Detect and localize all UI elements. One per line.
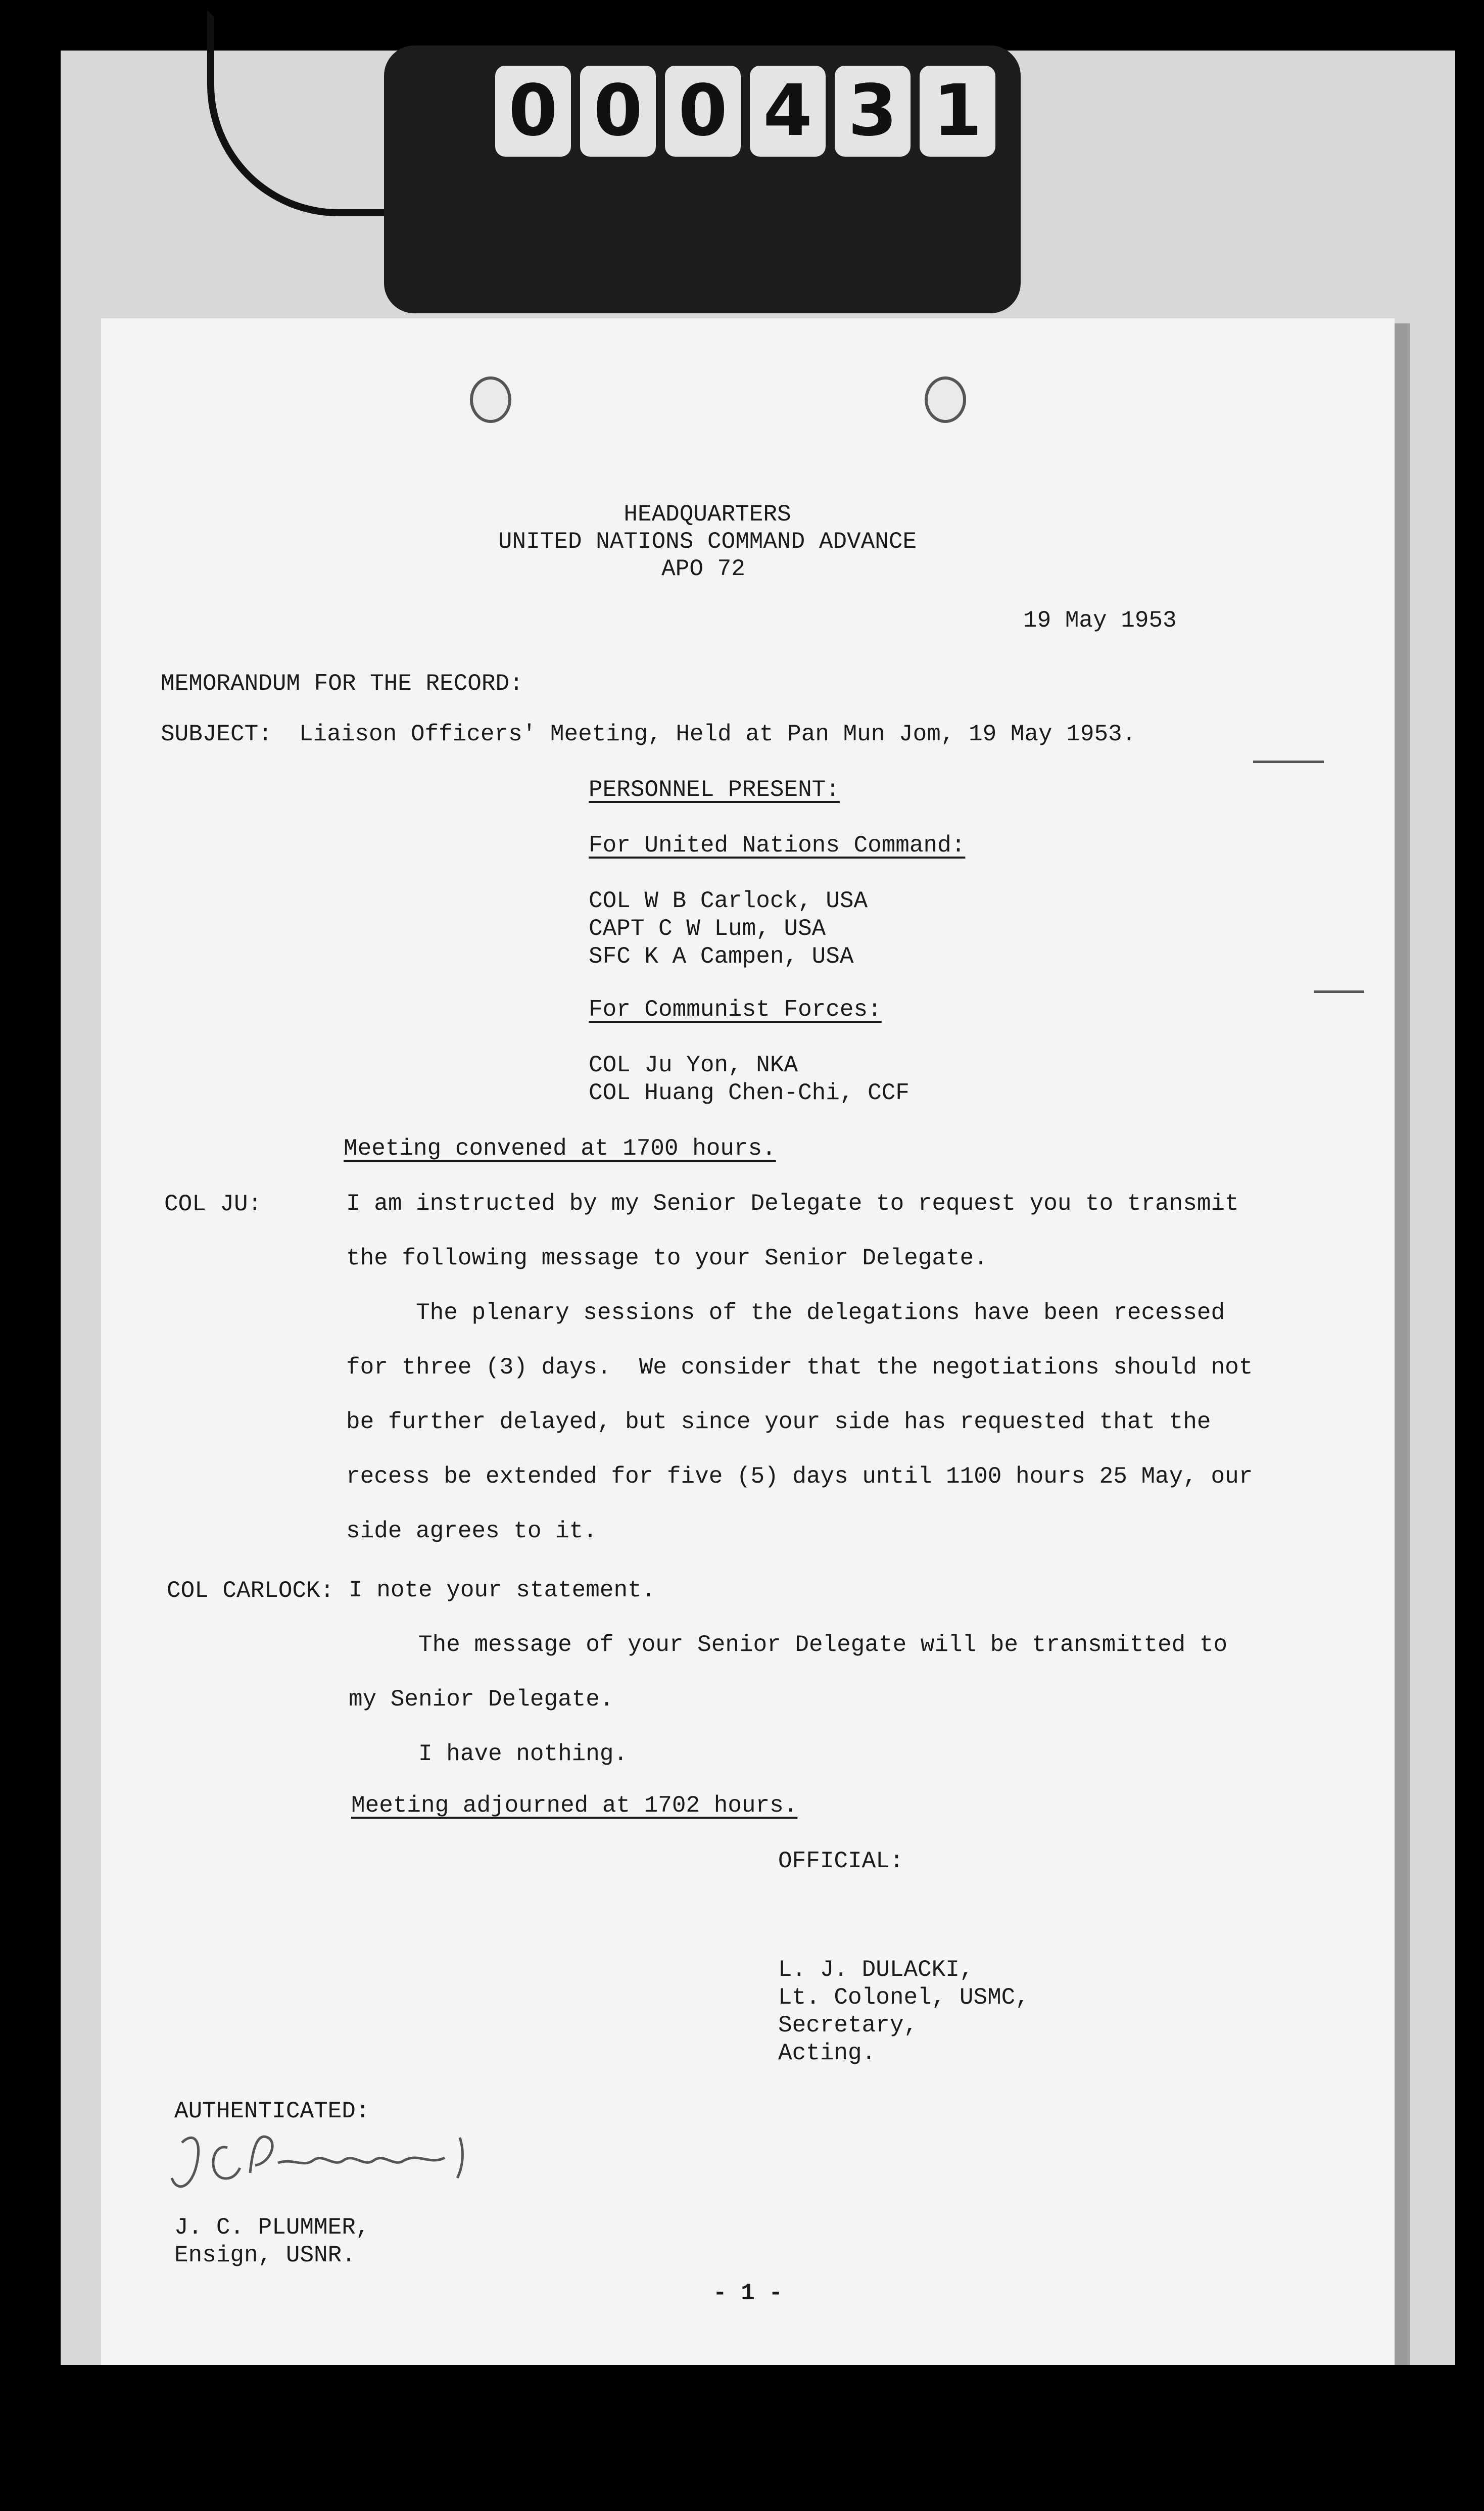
official-line: Acting.	[778, 2040, 876, 2066]
text-line: the following message to your Senior Delegate.	[346, 1245, 988, 1271]
margin-mark	[1253, 761, 1324, 763]
authenticator-name: J. C. PLUMMER,	[174, 2214, 370, 2241]
text-line: my Senior Delegate.	[349, 1686, 614, 1713]
authenticator-rank: Ensign, USNR.	[174, 2242, 356, 2268]
communist-member: COL Huang Chen-Chi, CCF	[589, 1080, 909, 1106]
col-ju-request	[346, 1176, 1253, 1558]
counter-digit: 0	[665, 66, 741, 157]
unc-member: SFC K A Campen, USA	[589, 943, 854, 970]
text-line: be further delayed, but since your side has requested that the	[346, 1409, 1211, 1435]
official-line: Lt. Colonel, USMC,	[778, 1984, 1029, 2011]
text-line: The message of your Senior Delegate will be transmitted to	[349, 1632, 1228, 1658]
text-line: recess be extended for five (5) days until 1100 hours 25 May, our	[346, 1463, 1253, 1490]
text-line: side agrees to it.	[346, 1518, 597, 1544]
punch-hole-icon	[470, 376, 511, 423]
counter-digit: 0	[495, 66, 571, 157]
speaker-col-ju: COL JU:	[164, 1191, 262, 1217]
text-line: for three (3) days. We consider that the negotiations should not	[346, 1354, 1253, 1381]
speaker-col-carlock: COL CARLOCK:	[167, 1578, 334, 1604]
text-line: I am instructed by my Senior Delegate to request you to transmit	[346, 1191, 1239, 1217]
official-label: OFFICIAL:	[778, 1848, 904, 1874]
film-edge	[0, 2365, 1484, 2511]
counter-digit: 4	[750, 66, 826, 157]
official-line: L. J. DULACKI,	[778, 1957, 974, 1983]
letterhead-line-1: HEADQUARTERS	[624, 501, 791, 528]
unc-heading: For United Nations Command:	[589, 832, 966, 859]
margin-mark	[1314, 990, 1364, 993]
communist-heading: For Communist Forces:	[589, 997, 882, 1023]
handwritten-signature	[162, 2117, 525, 2213]
letterhead-line-2: UNITED NATIONS COMMAND ADVANCE	[498, 529, 917, 555]
frame-counter-digits	[495, 66, 995, 157]
counter-digit: 0	[580, 66, 656, 157]
memo-date: 19 May 1953	[1023, 607, 1177, 634]
unc-member: CAPT C W Lum, USA	[589, 916, 826, 942]
communist-member: COL Ju Yon, NKA	[589, 1052, 798, 1078]
text-line: I have nothing.	[349, 1741, 628, 1767]
counter-digit: 3	[835, 66, 911, 157]
unc-member: COL W B Carlock, USA	[589, 888, 868, 914]
personnel-heading: PERSONNEL PRESENT:	[589, 777, 840, 803]
memo-title: MEMORANDUM FOR THE RECORD:	[161, 671, 523, 697]
official-line: Secretary,	[778, 2012, 918, 2039]
punch-hole-icon	[925, 376, 966, 423]
subject-label: SUBJECT:	[161, 721, 272, 747]
text-line: The plenary sessions of the delegations have been recessed	[346, 1300, 1225, 1326]
meeting-convened: Meeting convened at 1700 hours.	[344, 1135, 776, 1162]
letterhead-line-3: APO 72	[661, 556, 745, 582]
page-number: - 1 -	[712, 2280, 783, 2306]
col-carlock-reply	[349, 1563, 1227, 1781]
subject-text: Liaison Officers' Meeting, Held at Pan Mun Jom, 19 May 1953.	[299, 721, 1136, 747]
meeting-adjourned: Meeting adjourned at 1702 hours.	[351, 1792, 798, 1819]
authenticated-label: AUTHENTICATED:	[174, 2098, 370, 2124]
counter-digit: 1	[920, 66, 995, 157]
text-line: I note your statement.	[349, 1577, 656, 1603]
